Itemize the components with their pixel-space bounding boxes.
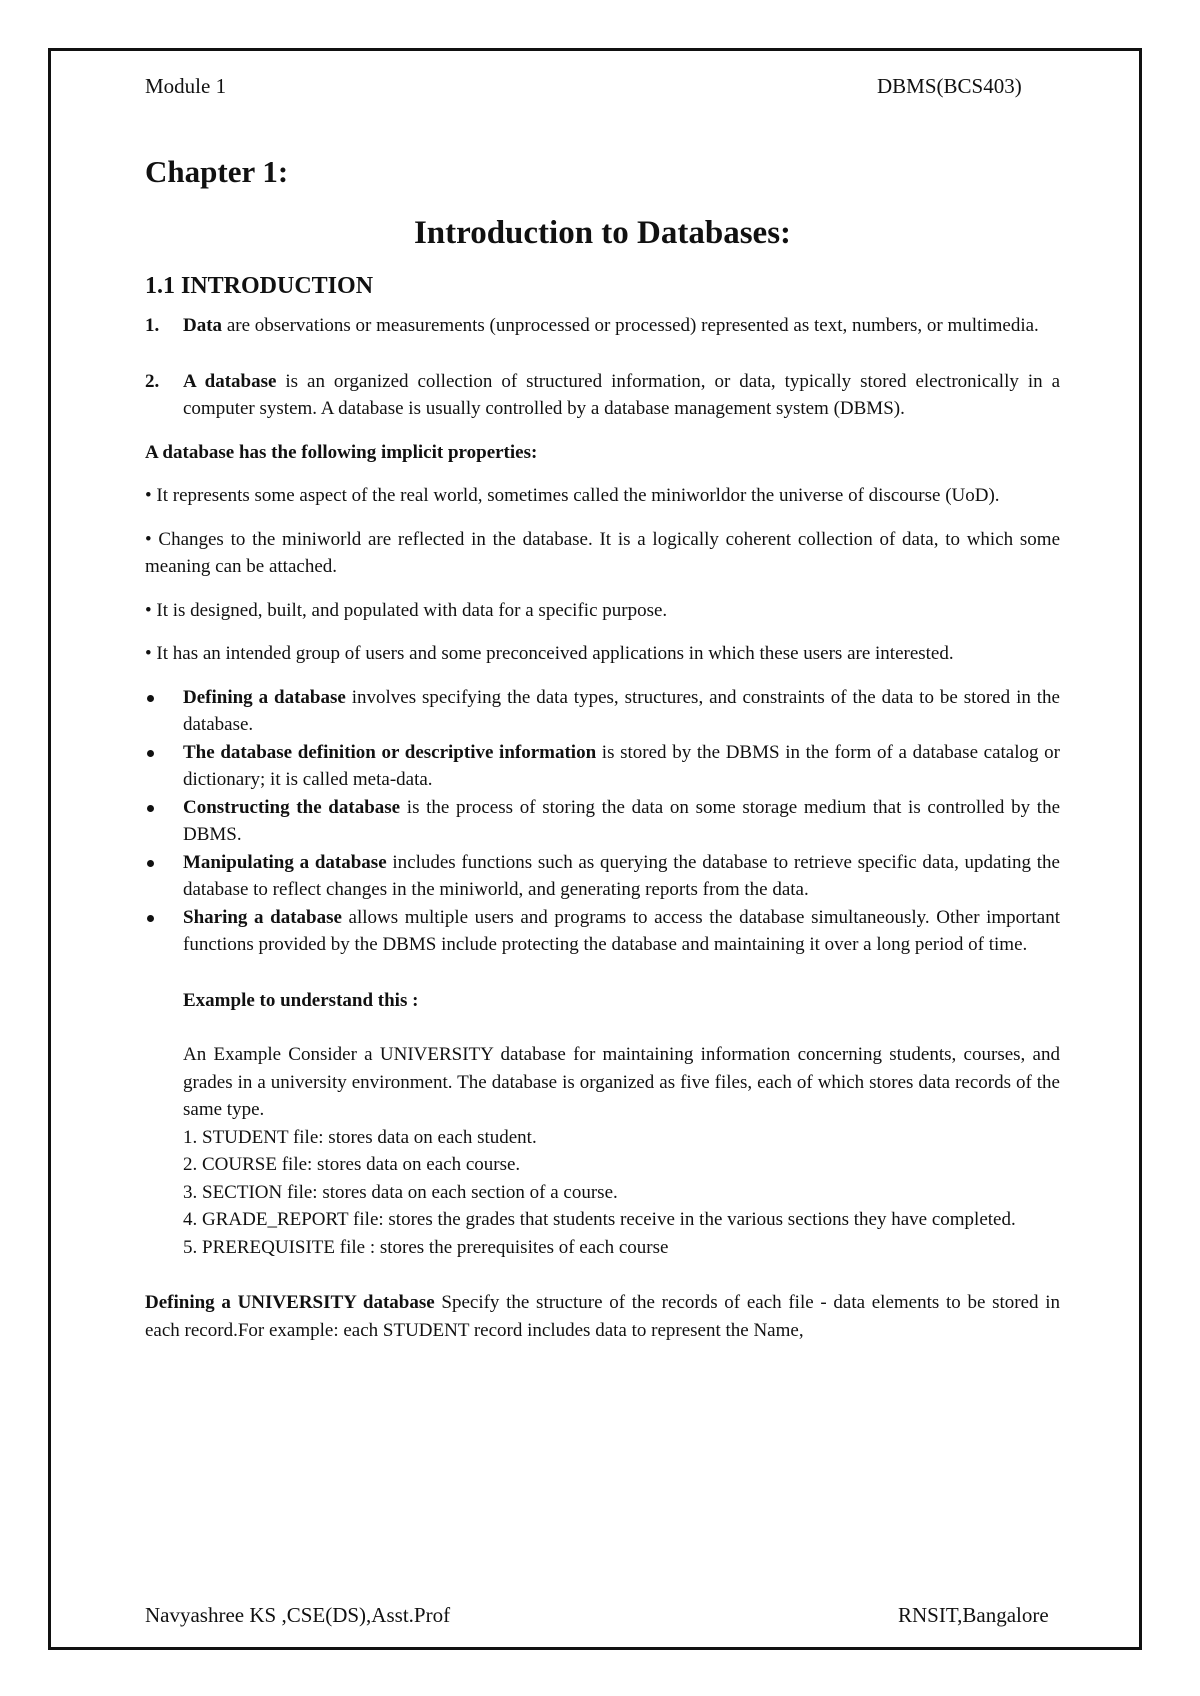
document-body bbox=[145, 140, 1060, 1344]
bullet-icon bbox=[147, 695, 154, 702]
definition-list bbox=[145, 312, 1060, 423]
example-heading: Example to understand this : bbox=[183, 989, 419, 1011]
bullet-term: Defining a database bbox=[183, 686, 346, 708]
defining-term: Defining a UNIVERSITY database bbox=[145, 1292, 435, 1313]
bullet-term: Manipulating a database bbox=[183, 851, 387, 873]
bullet-item bbox=[145, 849, 1060, 904]
definition-item bbox=[145, 312, 1060, 340]
definition-item bbox=[145, 368, 1060, 423]
example-block bbox=[183, 987, 1060, 1262]
defining-university-paragraph bbox=[145, 1289, 1060, 1344]
bullet-term: Constructing the database bbox=[183, 796, 401, 818]
bullet-icon bbox=[147, 750, 154, 757]
defining-text: Specify the structure of the records of each file - data elements to be stored in each record.For example: each STUDENT record includes data to represent the Name, bbox=[145, 1292, 1061, 1341]
header-module: Module 1 bbox=[145, 74, 227, 98]
bullet-item bbox=[145, 684, 1060, 739]
bullet-term: Sharing a database bbox=[183, 906, 342, 928]
bullet-text: involves specifying the data types, structures, and constraints of the data to be stored in the database. bbox=[183, 686, 1060, 735]
definition-term: A database bbox=[183, 370, 277, 392]
page-title: Introduction to Databases: bbox=[413, 215, 792, 251]
bullet-icon bbox=[147, 860, 154, 867]
definition-text: are observations or measurements (unprocessed or processed) represented as text, numbers, or multimedia. bbox=[222, 315, 1039, 336]
footer-institution: RNSIT,Bangalore bbox=[898, 1603, 1049, 1627]
file-list-item: 1. STUDENT file: stores data on each student. bbox=[183, 1126, 537, 1148]
bullet-item bbox=[145, 739, 1060, 794]
file-list bbox=[183, 1124, 1060, 1262]
example-intro: An Example Consider a UNIVERSITY database for maintaining information concerning students, courses, and grades in a university environment. The database is organized as five files, each of which stores data records of the same type. bbox=[183, 1044, 1060, 1120]
file-list-item: 3. SECTION file: stores data on each section of a course. bbox=[183, 1181, 618, 1203]
definition-text: is an organized collection of structured information, or data, typically stored electronically in a computer system. A database is usually controlled by a database management system (DBMS). bbox=[183, 370, 1060, 419]
footer-author: Navyashree KS ,CSE(DS),Asst.Prof bbox=[145, 1603, 451, 1627]
definition-term: Data bbox=[183, 315, 223, 336]
property-paragraph: • It has an intended group of users and some preconceived applications in which these users are interested. bbox=[145, 643, 954, 664]
file-list-item: 5. PREREQUISITE file : stores the prerequisites of each course bbox=[183, 1236, 669, 1258]
bullet-icon bbox=[147, 915, 154, 922]
property-paragraph: • Changes to the miniworld are reflected in the database. It is a logically coherent collection of data, to which some meaning can be attached. bbox=[145, 528, 1060, 577]
chapter-heading: Chapter 1: bbox=[145, 154, 289, 189]
file-list-item: 2. COURSE file: stores data on each course. bbox=[183, 1154, 521, 1175]
bullet-text: allows multiple users and programs to access the database simultaneously. Other important functions provided by the DBMS include protecting the database and maintaining it over a long period of time. bbox=[183, 906, 1060, 955]
bullet-item bbox=[145, 794, 1060, 849]
property-paragraph: • It represents some aspect of the real world, sometimes called the miniworldor the universe of discourse (UoD). bbox=[145, 485, 1000, 506]
property-paragraph: • It is designed, built, and populated with data for a specific purpose. bbox=[145, 599, 668, 621]
item-number: 1. bbox=[145, 315, 160, 336]
function-bullet-list bbox=[145, 684, 1060, 959]
bullet-term: The database definition or descriptive information bbox=[183, 741, 597, 763]
properties-heading: A database has the following implicit properties: bbox=[145, 441, 538, 463]
bullet-text: includes functions such as querying the database to retrieve specific data, updating the database to reflect changes in the miniworld, and generating reports from the data. bbox=[183, 851, 1060, 900]
header-course-code: DBMS(BCS403) bbox=[877, 74, 1022, 98]
bullet-icon bbox=[147, 805, 154, 812]
bullet-item bbox=[145, 904, 1060, 959]
bullet-text: is stored by the DBMS in the form of a database catalog or dictionary; it is called meta-data. bbox=[183, 741, 1060, 790]
file-list-item: 4. GRADE_REPORT file: stores the grades that students receive in the various sections they have completed. bbox=[183, 1209, 1016, 1230]
section-heading: 1.1 INTRODUCTION bbox=[145, 273, 374, 299]
item-number: 2. bbox=[145, 370, 160, 392]
bullet-text: is the process of storing the data on some storage medium that is controlled by the DBMS. bbox=[183, 796, 1061, 845]
